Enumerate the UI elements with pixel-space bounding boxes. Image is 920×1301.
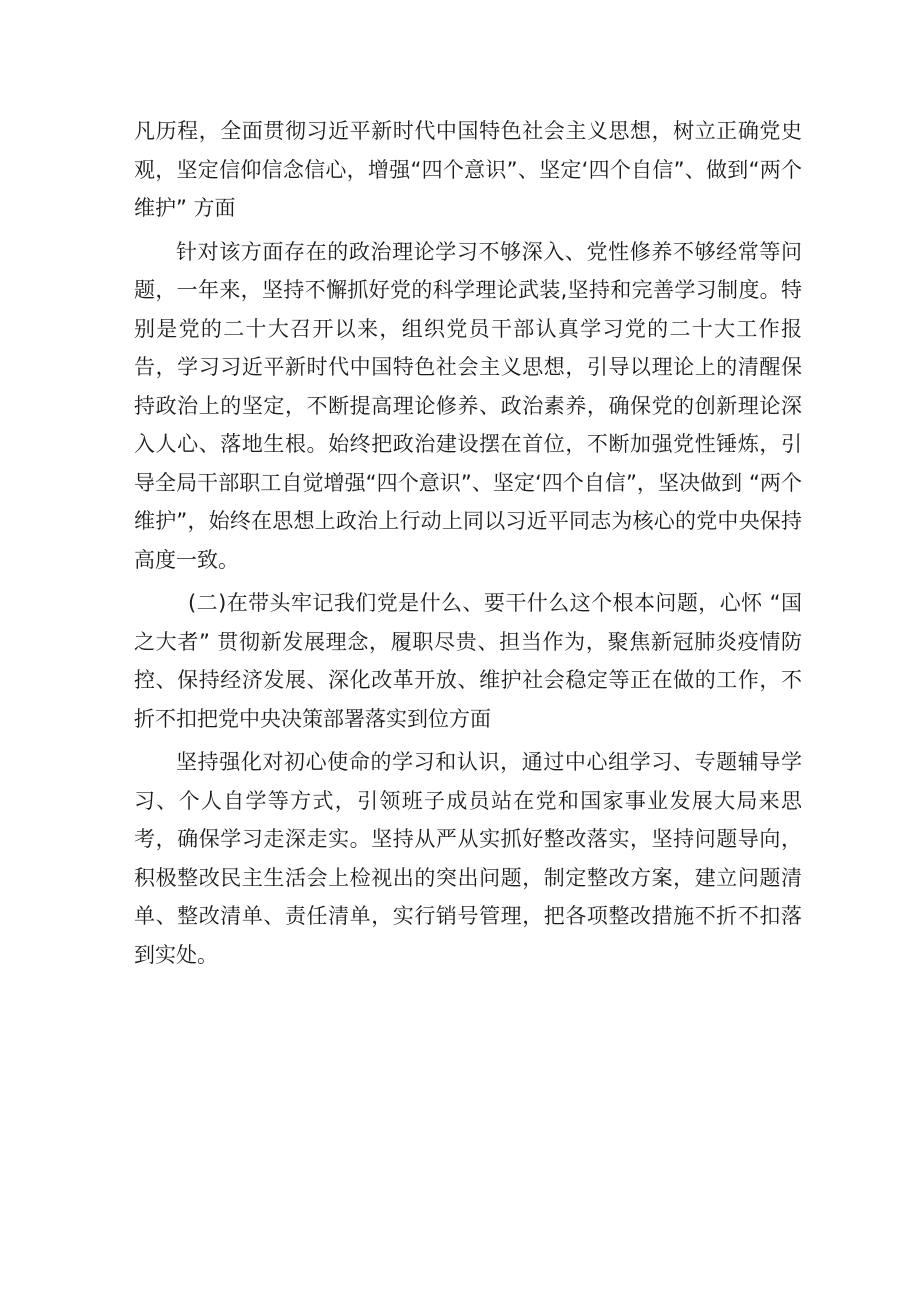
paragraph-section-two-heading: (二)在带头牢记我们党是什么、要干什么这个根本问题，心怀 “国之大者” 贯彻新发展理念，履职尽贵、担当作为，聚焦新冠肺炎疫情防控、保持经济发展、深化改革开放、维护社会稳定等正在做的工作，不折不扣把党中央决策部署落实到位方面 [134, 591, 802, 731]
paragraph-mission-rectification: 坚持强化对初心使命的学习和认识，通过中心组学习、专题辅导学习、个人自学等方式，引领班子成员站在党和国家事业发展大局来思考，确保学习走深走实。坚持从严从实抓好整改落实，坚持问题导向，积极整改民主生活会上检视出的突出问题，制定整改方案，建立问题清单、整改清单、责任清单，实行销号管理，把各项整改措施不折不扣落到实处。 [134, 750, 802, 967]
paragraph-theory-study: 针对该方面存在的政治理论学习不够深入、党性修养不够经常等问题，一年来，坚持不懈抓好党的科学理论武装,坚持和完善学习制度。特别是党的二十大召开以来，组织党员干部认真学习党的二十大工作报告，学习习近平新时代中国特色社会主义思想，引导以理论上的清醒保持政治上的坚定，不断提高理论修养、政治素养，确保党的创新理论深入人心、落地生根。始终把政治建设摆在首位，不断加强党性锤炼，引导全局干部职工自觉增强“四个意识”、坚定‘四个自信”，坚决做到 “两个维护”，始终在思想上政治上行动上同以习近平同志为核心的党中央保持高度一致。 [134, 239, 802, 572]
paragraph-continuation: 凡历程，全面贯彻习近平新时代中国特色社会主义思想，树立正确党史观，坚定信仰信念信心，增强“四个意识”、坚定‘四个自信”、做到“两个维护” 方面 [134, 119, 802, 220]
document-body [134, 112, 802, 974]
